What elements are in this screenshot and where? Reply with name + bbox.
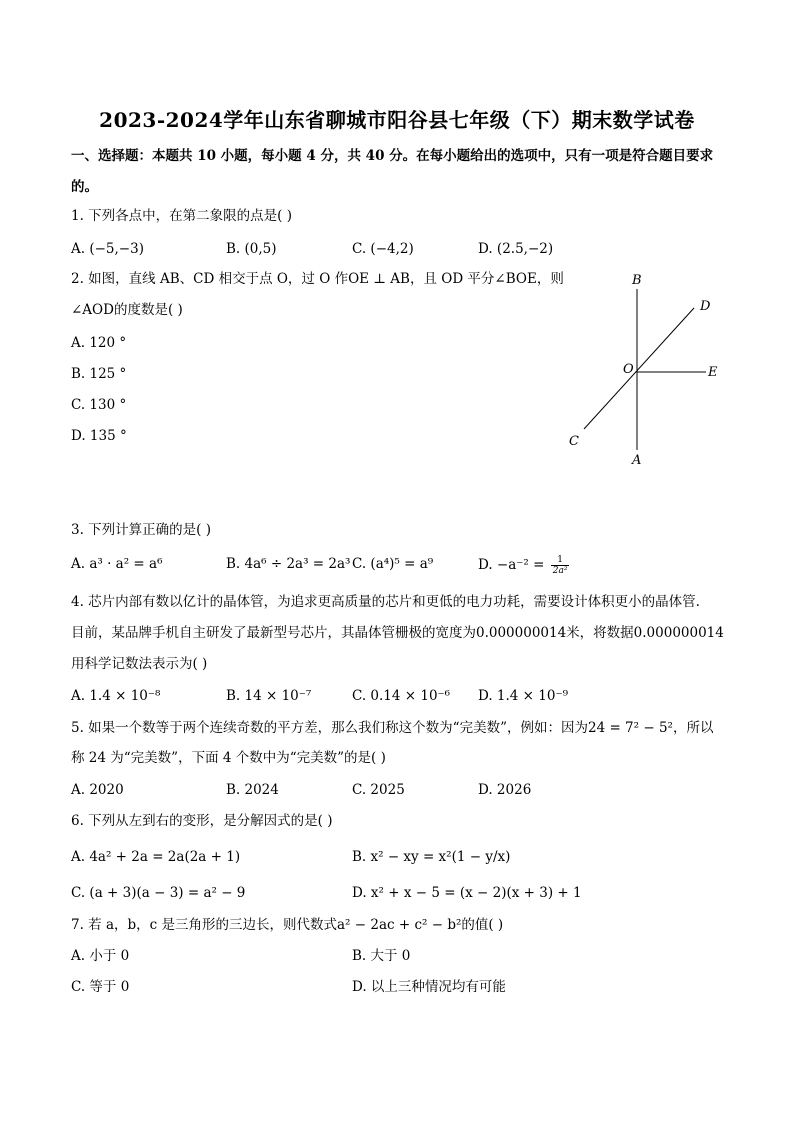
- section-heading: 一、选择题：本题共 10 小题，每小题 4 分，共 40 分。在每小题给出的选项中，只有一项是符合题目要求: [71, 148, 714, 164]
- q2-geometry-figure: [560, 266, 730, 476]
- q4-stem-cont2: 用科学记数法表示为( ): [71, 656, 208, 672]
- q3-option-b: B. 4a⁶ ÷ 2a³ = 2a³: [226, 556, 351, 572]
- q1-option-a: A. (−5,−3): [71, 241, 144, 257]
- label-o: O: [623, 362, 634, 377]
- q6-option-b: B. x² − xy = x²(1 − y/x): [352, 849, 511, 865]
- q5-option-d: D. 2026: [478, 782, 532, 798]
- q5-stem-cont: 称 24 为“完美数”，下面 4 个数中为“完美数”的是( ): [71, 750, 386, 766]
- line-cd: [584, 308, 694, 429]
- label-a: A: [632, 453, 642, 468]
- q3-stem: 3. 下列计算正确的是( ): [71, 522, 211, 538]
- q6-option-c: C. (a + 3)(a − 3) = a² − 9: [71, 885, 246, 901]
- q6-stem: 6. 下列从左到右的变形，是分解因式的是( ): [71, 813, 333, 829]
- q5-option-c: C. 2025: [352, 782, 405, 798]
- q7-option-a: A. 小于 0: [71, 948, 130, 964]
- page-title: 2023-2024学年山东省聊城市阳谷县七年级（下）期末数学试卷: [99, 108, 695, 132]
- q4-option-d: D. 1.4 × 10⁻⁹: [478, 688, 569, 704]
- q7-option-c: C. 等于 0: [71, 979, 130, 995]
- q5-stem: 5. 如果一个数等于两个连续奇数的平方差，那么我们称这个数为“完美数”，例如：因为24 = 7² − 5²，所以: [71, 720, 714, 736]
- q1-option-d: D. (2.5,−2): [478, 241, 554, 257]
- label-d: D: [700, 299, 711, 314]
- q3-option-a: A. a³ · a² = a⁶: [71, 556, 163, 572]
- q2-option-d: D. 135 °: [71, 428, 127, 444]
- q2-stem: 2. 如图，直线 AB、CD 相交于点 O，过 O 作OE ⊥ AB，且 OD 平分∠BOE，则: [71, 271, 564, 287]
- label-b: B: [632, 273, 642, 288]
- q3-option-d: [478, 555, 569, 576]
- q5-option-a: A. 2020: [71, 782, 124, 798]
- q2-option-b: B. 125 °: [71, 366, 127, 382]
- q4-option-b: B. 14 × 10⁻⁷: [226, 688, 312, 704]
- fraction-numerator: 1: [551, 555, 570, 566]
- q1-option-c: C. (−4,2): [352, 241, 414, 257]
- label-c: C: [569, 434, 579, 449]
- q7-option-d: D. 以上三种情况均有可能: [352, 979, 506, 995]
- q3-option-c: C. (a⁴)⁵ = a⁹: [352, 556, 434, 572]
- q3-option-d-prefix: D. −a⁻² =: [478, 557, 545, 573]
- q6-option-d: D. x² + x − 5 = (x − 2)(x + 3) + 1: [352, 885, 582, 901]
- q4-option-c: C. 0.14 × 10⁻⁶: [352, 688, 451, 704]
- q5-option-b: B. 2024: [226, 782, 279, 798]
- q7-option-b: B. 大于 0: [352, 948, 411, 964]
- q6-option-a: A. 4a² + 2a = 2a(2a + 1): [71, 849, 241, 865]
- q1-stem: 1. 下列各点中，在第二象限的点是( ): [71, 208, 292, 224]
- fraction-denominator: 2a²: [552, 566, 568, 576]
- q4-stem-cont1: 目前，某品牌手机自主研发了最新型号芯片，其晶体管栅极的宽度为0.000000014米，将数据0.000000014: [71, 625, 724, 641]
- q2-option-c: C. 130 °: [71, 397, 127, 413]
- q4-stem: 4. 芯片内部有数以亿计的晶体管，为追求更高质量的芯片和更低的电力功耗，需要设计体积更小的晶体管.: [71, 594, 700, 610]
- q1-option-b: B. (0,5): [226, 241, 277, 257]
- q3-option-d-fraction: [551, 555, 570, 576]
- label-e: E: [708, 365, 718, 380]
- q2-stem-cont: ∠AOD的度数是( ): [71, 302, 183, 318]
- section-heading-cont: 的。: [71, 179, 98, 195]
- q2-option-a: A. 120 °: [71, 335, 127, 351]
- q7-stem: 7. 若 a，b，c 是三角形的三边长，则代数式a² − 2ac + c² − b²的值( ): [71, 917, 504, 933]
- q4-option-a: A. 1.4 × 10⁻⁸: [71, 688, 161, 704]
